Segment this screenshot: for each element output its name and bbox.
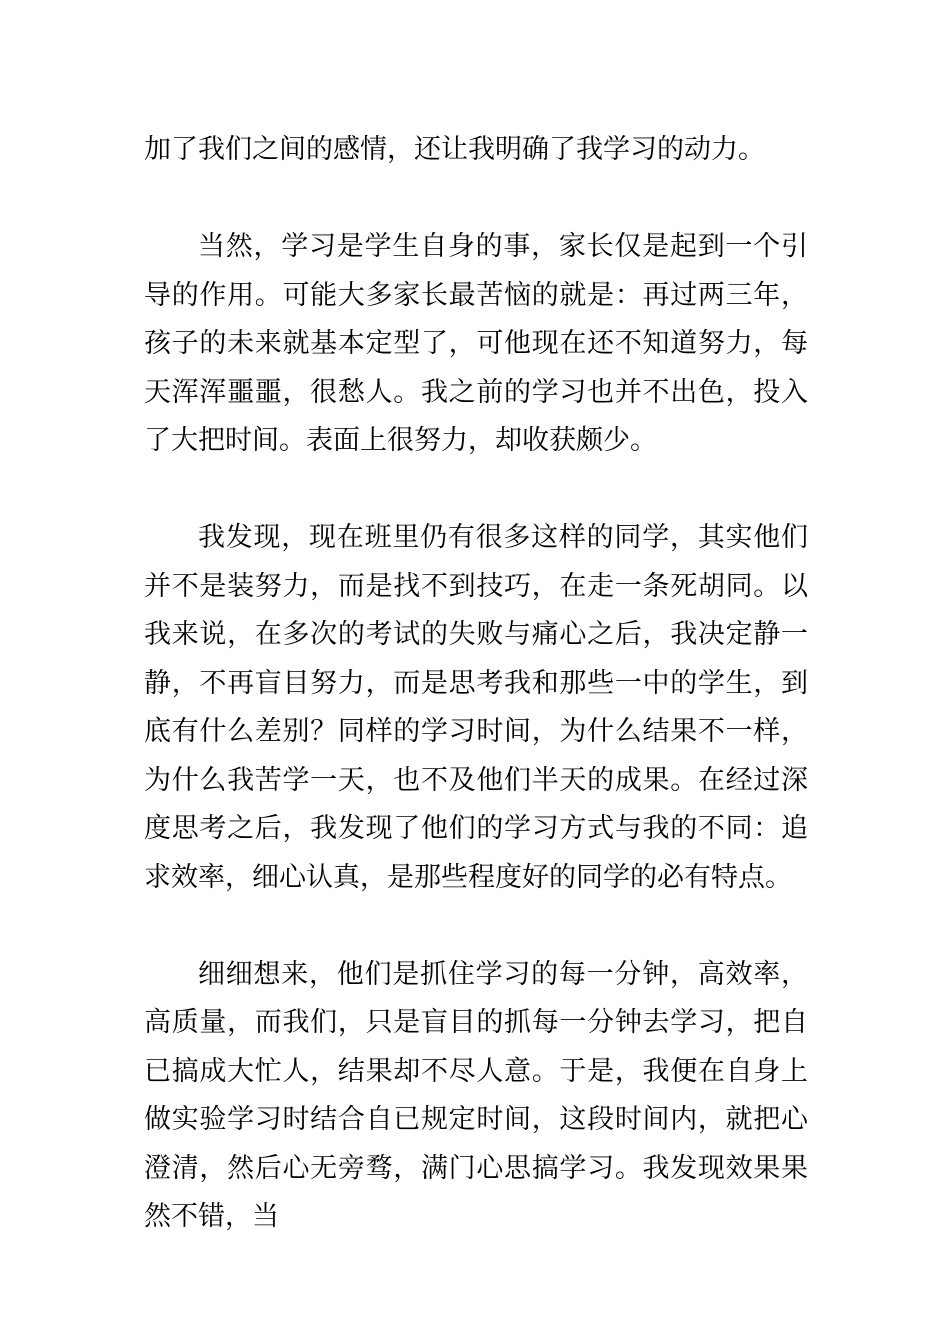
article-body bbox=[144, 126, 808, 1290]
paragraph-efficiency: 细细想来，他们是抓住学习的每一分钟，高效率，高质量，而我们，只是盲目的抓每一分钟去学习，把自已搞成大忙人，结果却不尽人意。于是，我便在自身上做实验学习时结合自已规定时间，这段时间内，就把心澄清，然后心无旁骛，满门心思搞学习。我发现效果果然不错，当 bbox=[144, 958, 808, 1232]
paragraph-study-methods: 我发现，现在班里仍有很多这样的同学，其实他们并不是装努力，而是找不到技巧，在走一条死胡同。以我来说，在多次的考试的失败与痛心之后，我决定静一静，不再盲目努力，而是思考我和那些一中的学生，到底有什么差别？同样的学习时间，为什么结果不一样，为什么我苦学一天，也不及他们半天的成果。在经过深度思考之后，我发现了他们的学习方式与我的不同：追求效率，细心认真，是那些程度好的同学的必有特点。 bbox=[144, 522, 808, 893]
paragraph-continuation: 加了我们之间的感情，还让我明确了我学习的动力。 bbox=[144, 134, 765, 165]
paragraph-parents-role: 当然，学习是学生自身的事，家长仅是起到一个引导的作用。可能大多家长最苦恼的就是：再过两三年，孩子的未来就基本定型了，可他现在还不知道努力，每天浑浑噩噩，很愁人。我之前的学习也并不出色，投入了大把时间。表面上很努力，却收获颇少。 bbox=[144, 231, 808, 456]
